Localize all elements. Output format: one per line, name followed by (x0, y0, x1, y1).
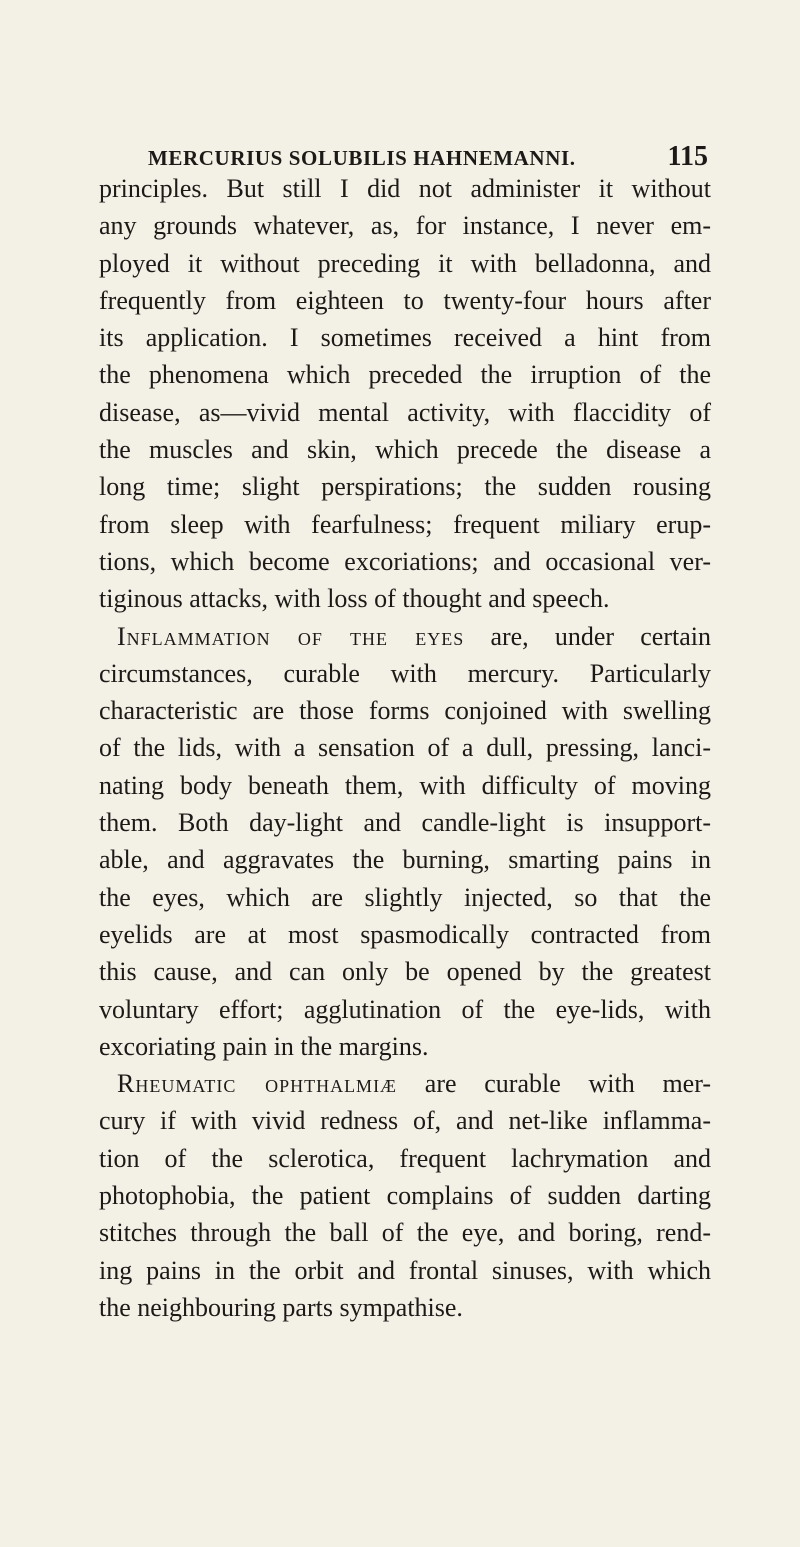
text-line: voluntary effort; agglutination of the eye-lids, with (99, 994, 711, 1024)
running-head-title: MERCURIUS SOLUBILIS HAHNEMANNI. (148, 146, 576, 170)
text-line: disease, as—vivid mental activity, with flaccidity of (99, 397, 711, 427)
text-line: tiginous attacks, with loss of thought and speech. (99, 584, 610, 614)
text-line: stitches through the ball of the eye, and boring, rend- (99, 1218, 711, 1248)
text-line: frequently from eighteen to twenty-four hours after (99, 285, 711, 315)
text-line: photophobia, the patient complains of sudden darting (99, 1181, 711, 1211)
text-line: any grounds whatever, as, for instance, I never em- (99, 211, 711, 241)
text-line: ployed it without preceding it with belladonna, and (99, 248, 711, 278)
running-head (148, 141, 708, 173)
text-line: the muscles and skin, which precede the disease a (99, 435, 711, 465)
body-text (99, 170, 711, 1326)
text-line: excoriating pain in the margins. (99, 1031, 429, 1061)
text-line: ing pains in the orbit and frontal sinuses, with which (99, 1255, 711, 1285)
text-line: of the lids, with a sensation of a dull, pressing, lanci- (99, 733, 711, 763)
text-line: long time; slight perspirations; the sudden rousing (99, 472, 711, 502)
text-line: tion of the sclerotica, frequent lachrymation and (99, 1143, 711, 1173)
text-line-rest: are curable with mer- (397, 1069, 712, 1099)
text-line: nating body beneath them, with difficulty of moving (99, 770, 711, 800)
text-line: the eyes, which are slightly injected, so that the (99, 882, 711, 912)
text-line: them. Both day-light and candle-light is insupport- (99, 808, 711, 838)
text-line: the phenomena which preceded the irruption of the (99, 360, 711, 390)
text-line: from sleep with fearfulness; frequent miliary erup- (99, 509, 711, 539)
page-number: 115 (667, 141, 708, 172)
section-term: Rheumatic ophthalmiæ (117, 1069, 398, 1099)
text-line: tions, which become excoriations; and occasional ver- (99, 546, 711, 576)
text-line: cury if with vivid redness of, and net-like inflamma- (99, 1106, 711, 1136)
text-line: its application. I sometimes received a hint from (99, 323, 711, 353)
text-line: this cause, and can only be opened by the greatest (99, 957, 711, 987)
text-line-rest: are, under certain (464, 621, 711, 651)
text-line: circumstances, curable with mercury. Particularly (99, 658, 711, 688)
text-line: able, and aggravates the burning, smarting pains in (99, 845, 711, 875)
section-term: Inflammation of the eyes (117, 621, 465, 651)
text-line (99, 618, 711, 655)
text-line: the neighbouring parts sympathise. (99, 1292, 463, 1322)
text-line: principles. But still I did not administer it without (99, 174, 711, 203)
text-line: characteristic are those forms conjoined with swelling (99, 696, 711, 726)
text-line: eyelids are at most spasmodically contracted from (99, 919, 711, 949)
text-line (99, 1065, 711, 1102)
